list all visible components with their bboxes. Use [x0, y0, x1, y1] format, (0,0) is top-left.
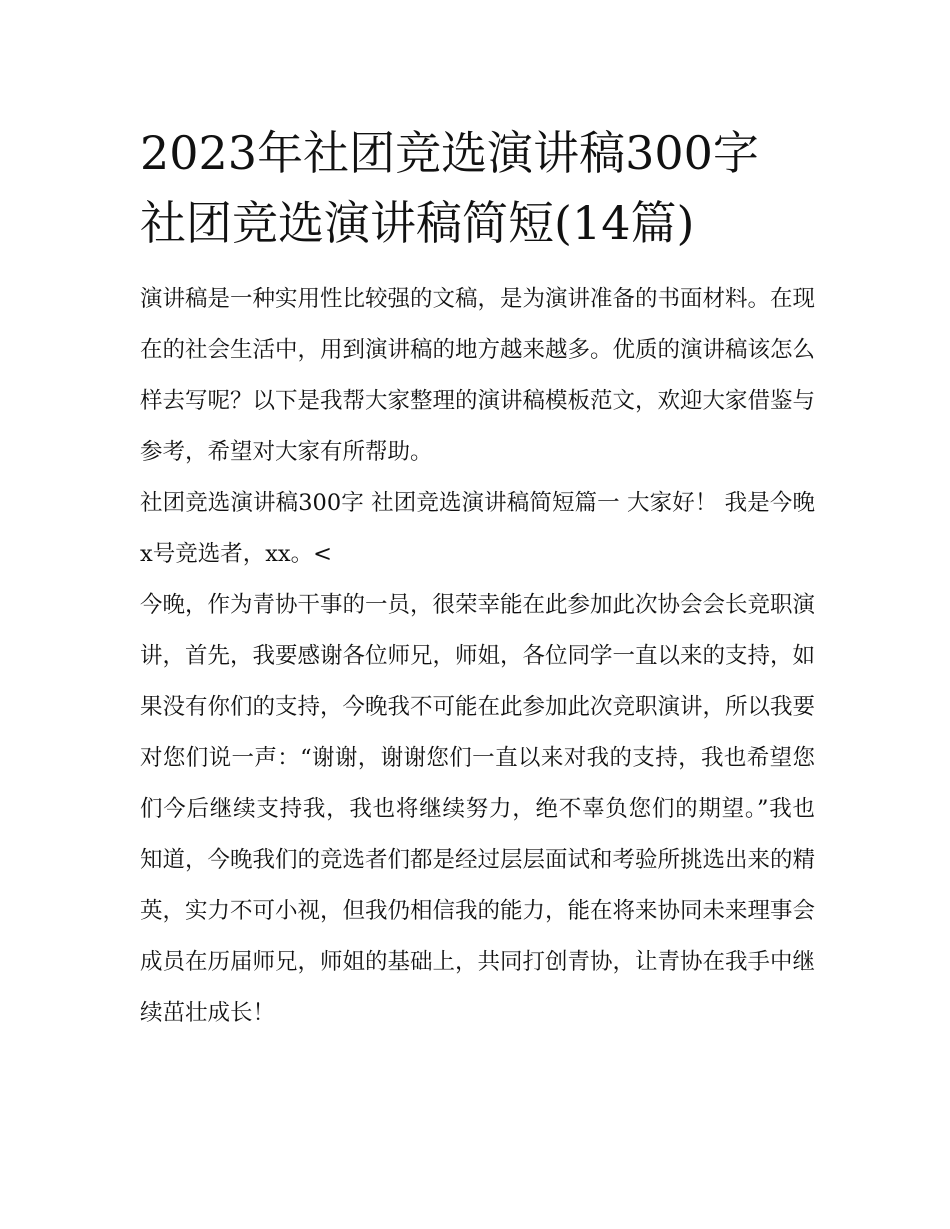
paragraph-intro: 演讲稿是一种实用性比较强的文稿，是为演讲准备的书面材料。在现在的社会生活中，用到演讲稿的地方越来越多。优质的演讲稿该怎么样去写呢？以下是我帮大家整理的演讲稿模板范文，欢迎大家借鉴与参考，希望对大家有所帮助。 [140, 286, 816, 465]
title-line-1: 2023年社团竞选演讲稿300字 [140, 126, 759, 180]
title-line-2: 社团竞选演讲稿简短(14篇) [140, 196, 695, 250]
paragraph-speech: 今晚，作为青协干事的一员，很荣幸能在此参加此次协会会长竞职演讲，首先，我要感谢各位师兄，师姐，各位同学一直以来的支持，如果没有你们的支持，今晚我不可能在此参加此次竞职演讲，所以我要对您们说一声：“谢谢，谢谢您们一直以来对我的支持，我也希望您们今后继续支持我，我也将继续努力，绝不辜负您们的期望。”我也知道，今晚我们的竞选者们都是经过层层面试和考验所挑选出来的精英，实力不可小视，但我仍相信我的能力，能在将来协同未来理事会成员在历届师兄，师姐的基础上，共同打创青协，让青协在我手中继续茁壮成长！ [140, 592, 816, 1026]
paragraph-heading: 社团竞选演讲稿300字 社团竞选演讲稿简短篇一 大家好！ 我是今晚x号竞选者，xx。< [140, 490, 815, 567]
document-body [140, 274, 815, 1039]
document-page [140, 118, 815, 1039]
document-title [140, 118, 815, 258]
